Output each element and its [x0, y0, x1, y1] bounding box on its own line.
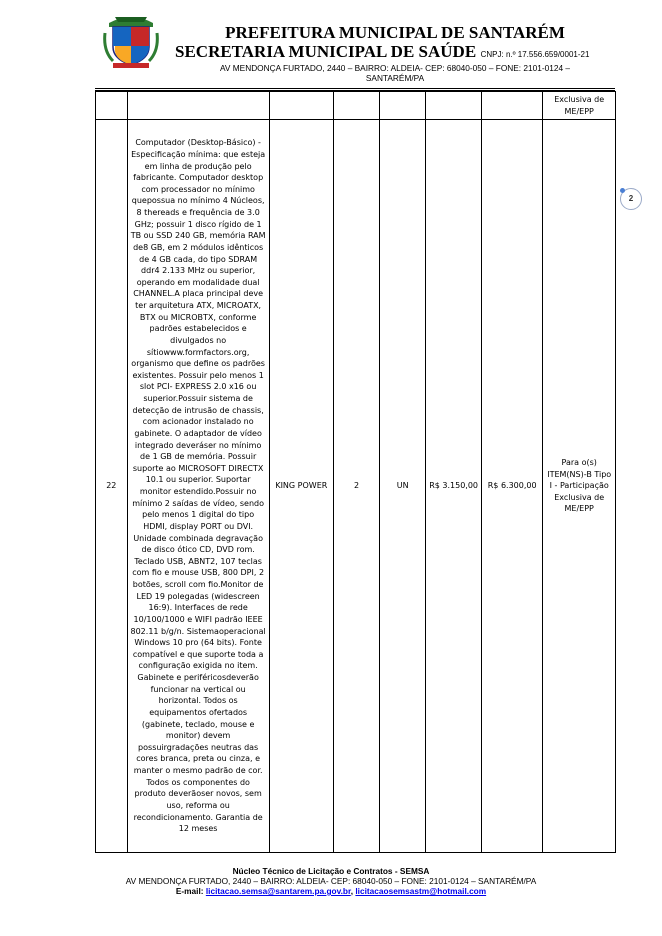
cnpj-text: CNPJ: n.º 17.556.659/0001-21	[480, 50, 590, 59]
prev-note-cell: Exclusiva de ME/EPP	[543, 92, 616, 120]
prev-brand-cell	[269, 92, 333, 120]
page-number-badge[interactable]: 2	[620, 188, 642, 210]
badge-indicator-dot	[620, 188, 625, 193]
header-address-line1: AV MENDONÇA FURTADO, 2440 – BAIRRO: ALDEIA- CEP: 68040-050 – FONE: 2101-0124 –	[220, 63, 570, 73]
footer-email-line	[0, 886, 662, 896]
secretaria-title: SECRETARIA MUNICIPAL DE SAÚDE	[175, 42, 477, 61]
item-description-cell: Computador (Desktop-Básico) - Especificação mínima: que esteja em linha de produção pelo fabricante. Computador desktop com processador no mínimo quepossua no mínimo 4 Núcleos, 8 thereads e frequência de 3.0 GHz; possuir 1 disco rígido de 1 TB ou SSD 240 GB, memória RAM de8 GB, em 2 módulos idênticos de 4 GB cada, do tipo SDRAM ddr4 2.133 MHz ou superior, operando em modalidade dual CHANNEL.A placa principal deve ter arquitetura ATX, MICROATX, BTX ou MICROBTX, conforme padrões estabelecidos e divulgados no sítiowww.formfactors.org, organismo que define os padrões existentes. Possuir pelo menos 1 slot PCI- EXPRESS 2.0 x16 ou superior.Possuir sistema de detecção de intrusão de chassis, com acionador instalado no gabinete. O adaptador de vídeo integrado deveráser no mínimo de 1 GB de memória. Possuir suporte ao MICROSOFT DIRECTX 10.1 ou superior. Suportar monitor estendido.Possuir no mínimo 2 saídas de vídeo, sendo pelo menos 1 digital do tipo HDMI, display PORT ou DVI. Unidade combinada degravação de disco ótico CD, DVD rom. Teclado USB, ABNT2, 107 teclas com fio e mouse USB, 800 DPI, 2 botões, scroll com fio.Monitor de LED 19 polegadas (widescreen 16:9). Interfaces de rede 10/100/1000 e WIFI padrão IEEE 802.11 b/g/n. Sistemaoperacional Windows 10 pro (64 bits). Fonte compatível e que suporte toda a configuração exigida no item. Gabinete e periféricosdeverão funcionar na vertical ou horizontal. Todos os equipamentos ofertados (gabinete, teclado, mouse e monitor) devem possuirgradações neutras das cores branca, preta ou cinza, e manter o mesmo padrão de cor. Todos os componentes do produto deverãoser novos, sem uso, reforma ou recondicionamento. Garantia de 12 meses	[127, 120, 269, 853]
prev-unit-price-cell	[426, 92, 482, 120]
footer-address: AV MENDONÇA FURTADO, 2440 – BAIRRO: ALDEIA- CEP: 68040-050 – FONE: 2101-0124 – SANTARÉM/PA	[125, 876, 537, 886]
municipal-coat-of-arms-logo	[103, 13, 159, 69]
unit-price-cell: R$ 3.150,00	[426, 120, 482, 853]
header-address-line2: SANTARÉM/PA	[365, 73, 425, 83]
prefeitura-title: PREFEITURA MUNICIPAL DE SANTARÉM	[225, 23, 565, 42]
email-link-semsa[interactable]: licitacao.semsa@santarem.pa.gov.br	[205, 886, 351, 896]
table-row	[96, 120, 616, 853]
note-cell: Para o(s) ITEM(NS)-B Tipo I - Participação Exclusiva de ME/EPP	[543, 120, 616, 853]
footer-department: Núcleo Técnico de Licitação e Contratos - SEMSA	[232, 866, 430, 876]
unit-cell: UN	[380, 120, 426, 853]
document-header	[95, 8, 615, 90]
prev-quantity-cell	[333, 92, 379, 120]
table-row-previous	[96, 92, 616, 120]
total-price-cell: R$ 6.300,00	[481, 120, 542, 853]
footer-email-label: E-mail:	[175, 886, 204, 896]
secretaria-line	[175, 42, 615, 62]
prev-unit-cell	[380, 92, 426, 120]
document-footer	[0, 866, 662, 896]
quantity-cell: 2	[333, 120, 379, 853]
prev-description-cell	[127, 92, 269, 120]
email-separator: ,	[350, 886, 354, 896]
prev-item-cell	[96, 92, 128, 120]
header-address	[185, 63, 605, 83]
prev-total-cell	[481, 92, 542, 120]
item-number-cell: 22	[96, 120, 128, 853]
brand-cell: KING POWER	[269, 120, 333, 853]
items-table	[95, 91, 616, 853]
email-link-hotmail[interactable]: licitacaosemsastm@hotmail.com	[355, 886, 487, 896]
